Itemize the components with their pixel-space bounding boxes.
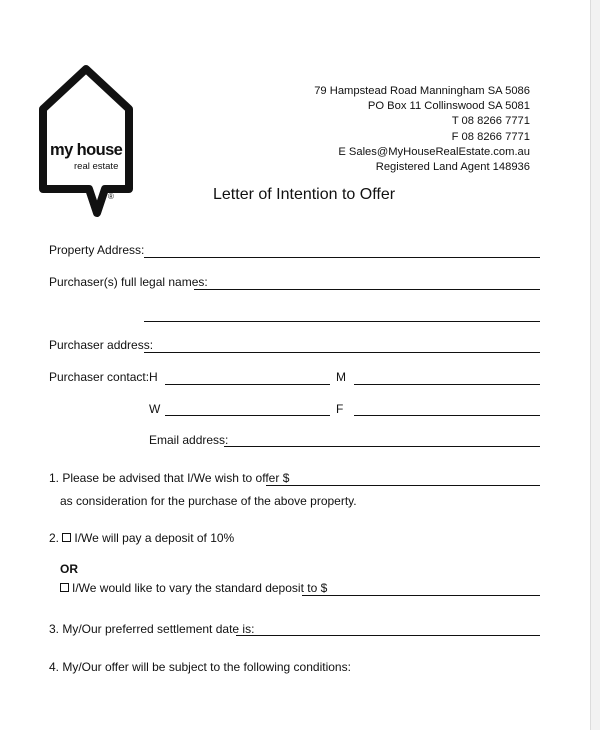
vary-deposit-checkbox[interactable] [60, 583, 69, 592]
vary-deposit-text: I/We would like to vary the standard deposit to $ [72, 581, 328, 595]
deposit-10-text: I/We will pay a deposit of 10% [74, 531, 235, 545]
conditions-label: 4. My/Our offer will be subject to the following conditions: [49, 660, 351, 674]
home-phone-field[interactable] [165, 384, 330, 385]
contact-phone: T 08 8266 7771 [451, 115, 530, 128]
purchaser-address-label: Purchaser address: [49, 338, 154, 352]
offer-amount-label: 1. Please be advised that I/We wish to offer $ [49, 471, 290, 485]
work-phone-field[interactable] [165, 415, 330, 416]
vary-deposit-field[interactable] [302, 595, 540, 596]
or-label: OR [60, 562, 78, 576]
fax-field[interactable] [354, 415, 540, 416]
fax-label: F [336, 402, 344, 416]
contact-block [314, 84, 530, 175]
settlement-date-label: 3. My/Our preferred settlement date is: [49, 622, 255, 636]
contact-pobox: PO Box 11 Collinswood SA 5081 [367, 100, 530, 113]
contact-email: E Sales@MyHouseRealEstate.com.au [338, 145, 530, 158]
work-phone-label: W [149, 402, 161, 416]
purchaser-contact-label: Purchaser contact: [49, 370, 150, 384]
property-address-field[interactable] [144, 257, 540, 258]
email-field[interactable] [224, 446, 540, 447]
deposit-option-2 [60, 581, 327, 595]
contact-address: 79 Hampstead Road Manningham SA 5086 [314, 85, 530, 97]
purchaser-names-field-2[interactable] [144, 321, 540, 322]
item2-number: 2. [49, 531, 60, 545]
mobile-field[interactable] [354, 384, 540, 385]
home-phone-label: H [149, 370, 158, 384]
mobile-label: M [336, 370, 346, 384]
deposit-10-checkbox[interactable] [62, 533, 71, 542]
consideration-text: as consideration for the purchase of the above property. [60, 494, 357, 508]
deposit-option-1 [49, 531, 234, 545]
settlement-date-field[interactable] [236, 635, 540, 636]
contact-agent: Registered Land Agent 148936 [375, 161, 530, 174]
registered-mark: ® [108, 192, 114, 201]
email-label: Email address: [149, 433, 229, 447]
purchaser-names-field[interactable] [194, 289, 540, 290]
purchaser-names-label: Purchaser(s) full legal names: [49, 275, 208, 289]
purchaser-address-field[interactable] [144, 352, 540, 353]
page-edge [590, 0, 600, 730]
contact-fax: F 08 8266 7771 [451, 130, 530, 143]
offer-amount-field[interactable] [266, 485, 540, 486]
logo-name: my house [50, 141, 123, 159]
page-title: Letter of Intention to Offer [213, 186, 396, 203]
property-address-label: Property Address: [49, 243, 145, 257]
logo-tagline: real estate [74, 161, 119, 172]
